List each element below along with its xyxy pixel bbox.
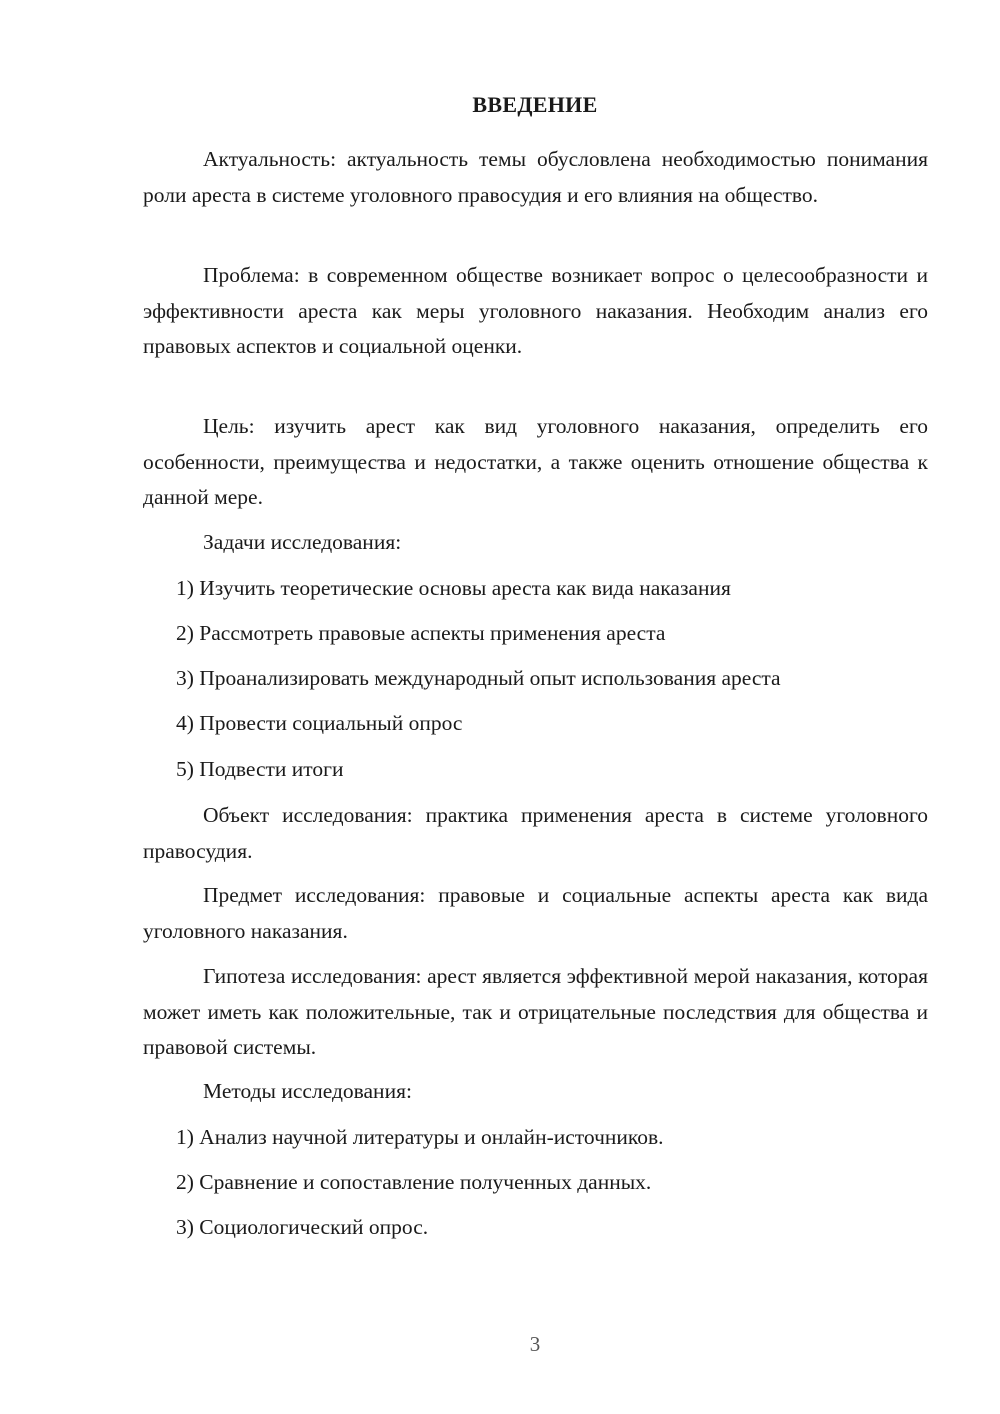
task-item: 1) Изучить теоретические основы ареста как вида наказания [176,576,731,600]
problem-paragraph: Проблема: в современном обществе возникает вопрос о целесообразности и эффективности ареста как меры уголовного наказания. Необходим анализ его правовых аспектов и социальной оценки. [143,263,928,358]
task-item: 2) Рассмотреть правовые аспекты применения ареста [176,621,666,645]
task-item: 5) Подвести итоги [176,757,344,781]
hypothesis-paragraph: Гипотеза исследования: арест является эффективной мерой наказания, которая может иметь как положительные, так и отрицательные последствия для общества и правовой системы. [143,964,928,1059]
method-item: 2) Сравнение и сопоставление полученных данных. [176,1170,652,1194]
tasks-title: Задачи исследования: [203,530,402,554]
subject-paragraph: Предмет исследования: правовые и социальные аспекты ареста как вида уголовного наказания. [143,883,928,943]
task-item: 4) Провести социальный опрос [176,711,463,735]
goal-paragraph: Цель: изучить арест как вид уголовного наказания, определить его особенности, преимущества и недостатки, а также оценить отношение общества к данной мере. [143,414,928,509]
section-heading: ВВЕДЕНИЕ [472,92,598,117]
relevance-paragraph: Актуальность: актуальность темы обусловлена необходимостью понимания роли ареста в системе уголовного правосудия и его влияния на общество. [143,147,928,207]
object-paragraph: Объект исследования: практика применения ареста в системе уголовного правосудия. [143,803,928,863]
task-item: 3) Проанализировать международный опыт использования ареста [176,666,781,690]
methods-title: Методы исследования: [203,1079,412,1103]
method-item: 1) Анализ научной литературы и онлайн-источников. [176,1125,664,1149]
page-number: 3 [529,1332,541,1356]
method-item: 3) Социологический опрос. [176,1215,429,1239]
